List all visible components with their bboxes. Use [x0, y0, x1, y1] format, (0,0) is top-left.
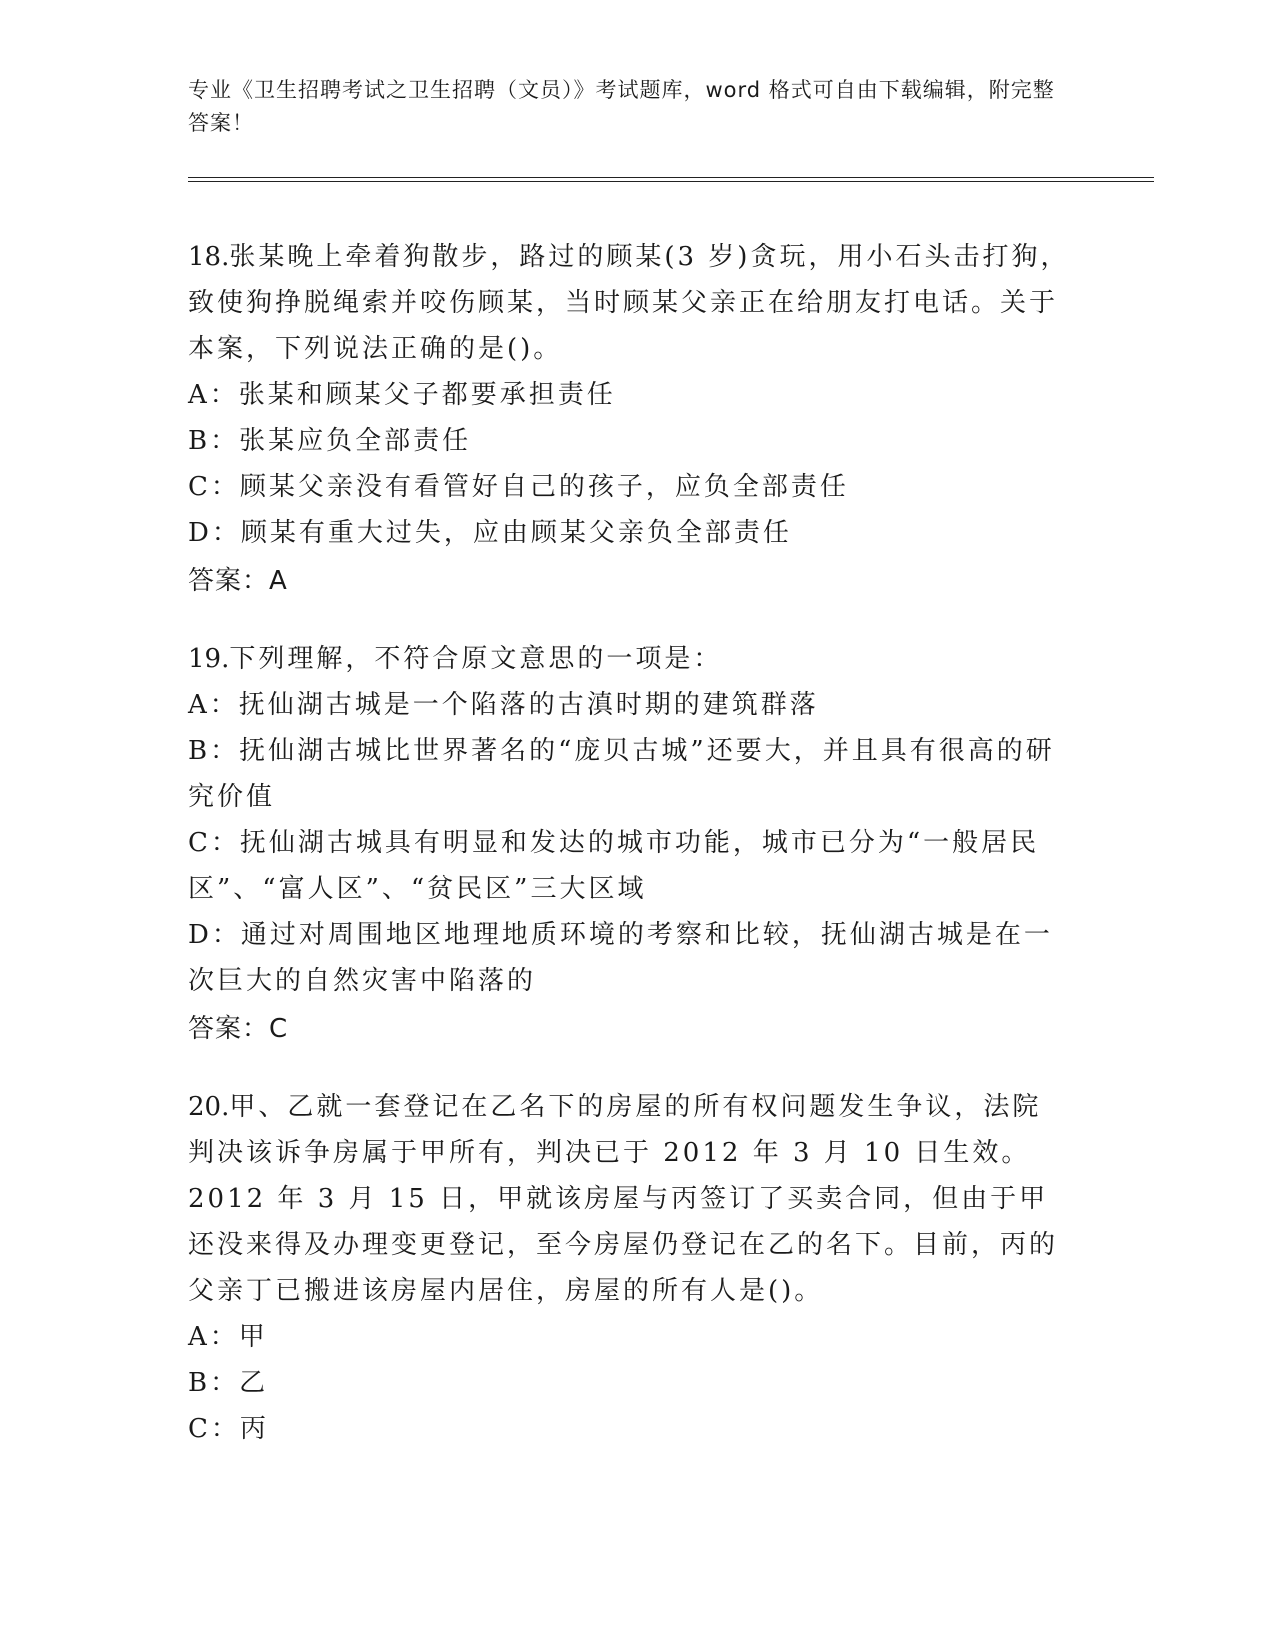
option-c: C：抚仙湖古城具有明显和发达的城市功能，城市已分为“一般居民区”、“富人区”、“贫民区”三大区域 [188, 828, 1040, 904]
header-divider [188, 177, 1154, 182]
option-a: A：抚仙湖古城是一个陷落的古滇时期的建筑群落 [188, 690, 819, 720]
option-c: C：顾某父亲没有看管好自己的孩子，应负全部责任 [188, 472, 849, 502]
question-20 [188, 1084, 1070, 1452]
question-stem [188, 1084, 1070, 1314]
question-stem [188, 234, 1070, 372]
answer-line: 答案：C [188, 1014, 289, 1044]
option-b: B：抚仙湖古城比世界著名的“庞贝古城”还要大，并且具有很高的研究价值 [188, 736, 1055, 812]
option-a: A：张某和顾某父子都要承担责任 [188, 380, 616, 410]
question-19 [188, 636, 1070, 1052]
question-number: 19. [188, 644, 230, 674]
option-d: D：顾某有重大过失，应由顾某父亲负全部责任 [188, 518, 792, 548]
answer-line: 答案：A [188, 566, 288, 596]
question-stem [188, 636, 1070, 682]
question-number: 18. [188, 242, 230, 272]
question-text: 下列理解，不符合原文意思的一项是： [229, 644, 723, 674]
document-header: 专业《卫生招聘考试之卫生招聘（文员）》考试题库，word 格式可自由下载编辑，附完整答案！ [188, 78, 1055, 135]
question-18 [188, 234, 1070, 604]
question-text: 甲、乙就一套登记在乙名下的房屋的所有权问题发生争议，法院判决该诉争房属于甲所有，判决已于 2012 年 3 月 10 日生效。2012 年 3 月 15 日，甲就该房屋与丙签订了买卖合同，但由于甲还没来得及办理变更登记，至今房屋仍登记在乙的名下。目前，丙的父亲丁已搬进该房屋内居住，房屋的所有人是()。 [188, 1092, 1059, 1306]
question-text: 张某晚上牵着狗散步，路过的顾某(3 岁)贪玩，用小石头击打狗，致使狗挣脱绳索并咬伤顾某，当时顾某父亲正在给朋友打电话。关于本案，下列说法正确的是()。 [188, 242, 1070, 364]
option-d: D：通过对周围地区地理地质环境的考察和比较，抚仙湖古城是在一次巨大的自然灾害中陷落的 [188, 920, 1053, 996]
question-list [188, 234, 1070, 1484]
option-c: C：丙 [188, 1414, 269, 1444]
question-number: 20. [188, 1092, 230, 1122]
option-b: B：张某应负全部责任 [188, 426, 472, 456]
option-a: A：甲 [188, 1322, 268, 1352]
option-b: B：乙 [188, 1368, 269, 1398]
